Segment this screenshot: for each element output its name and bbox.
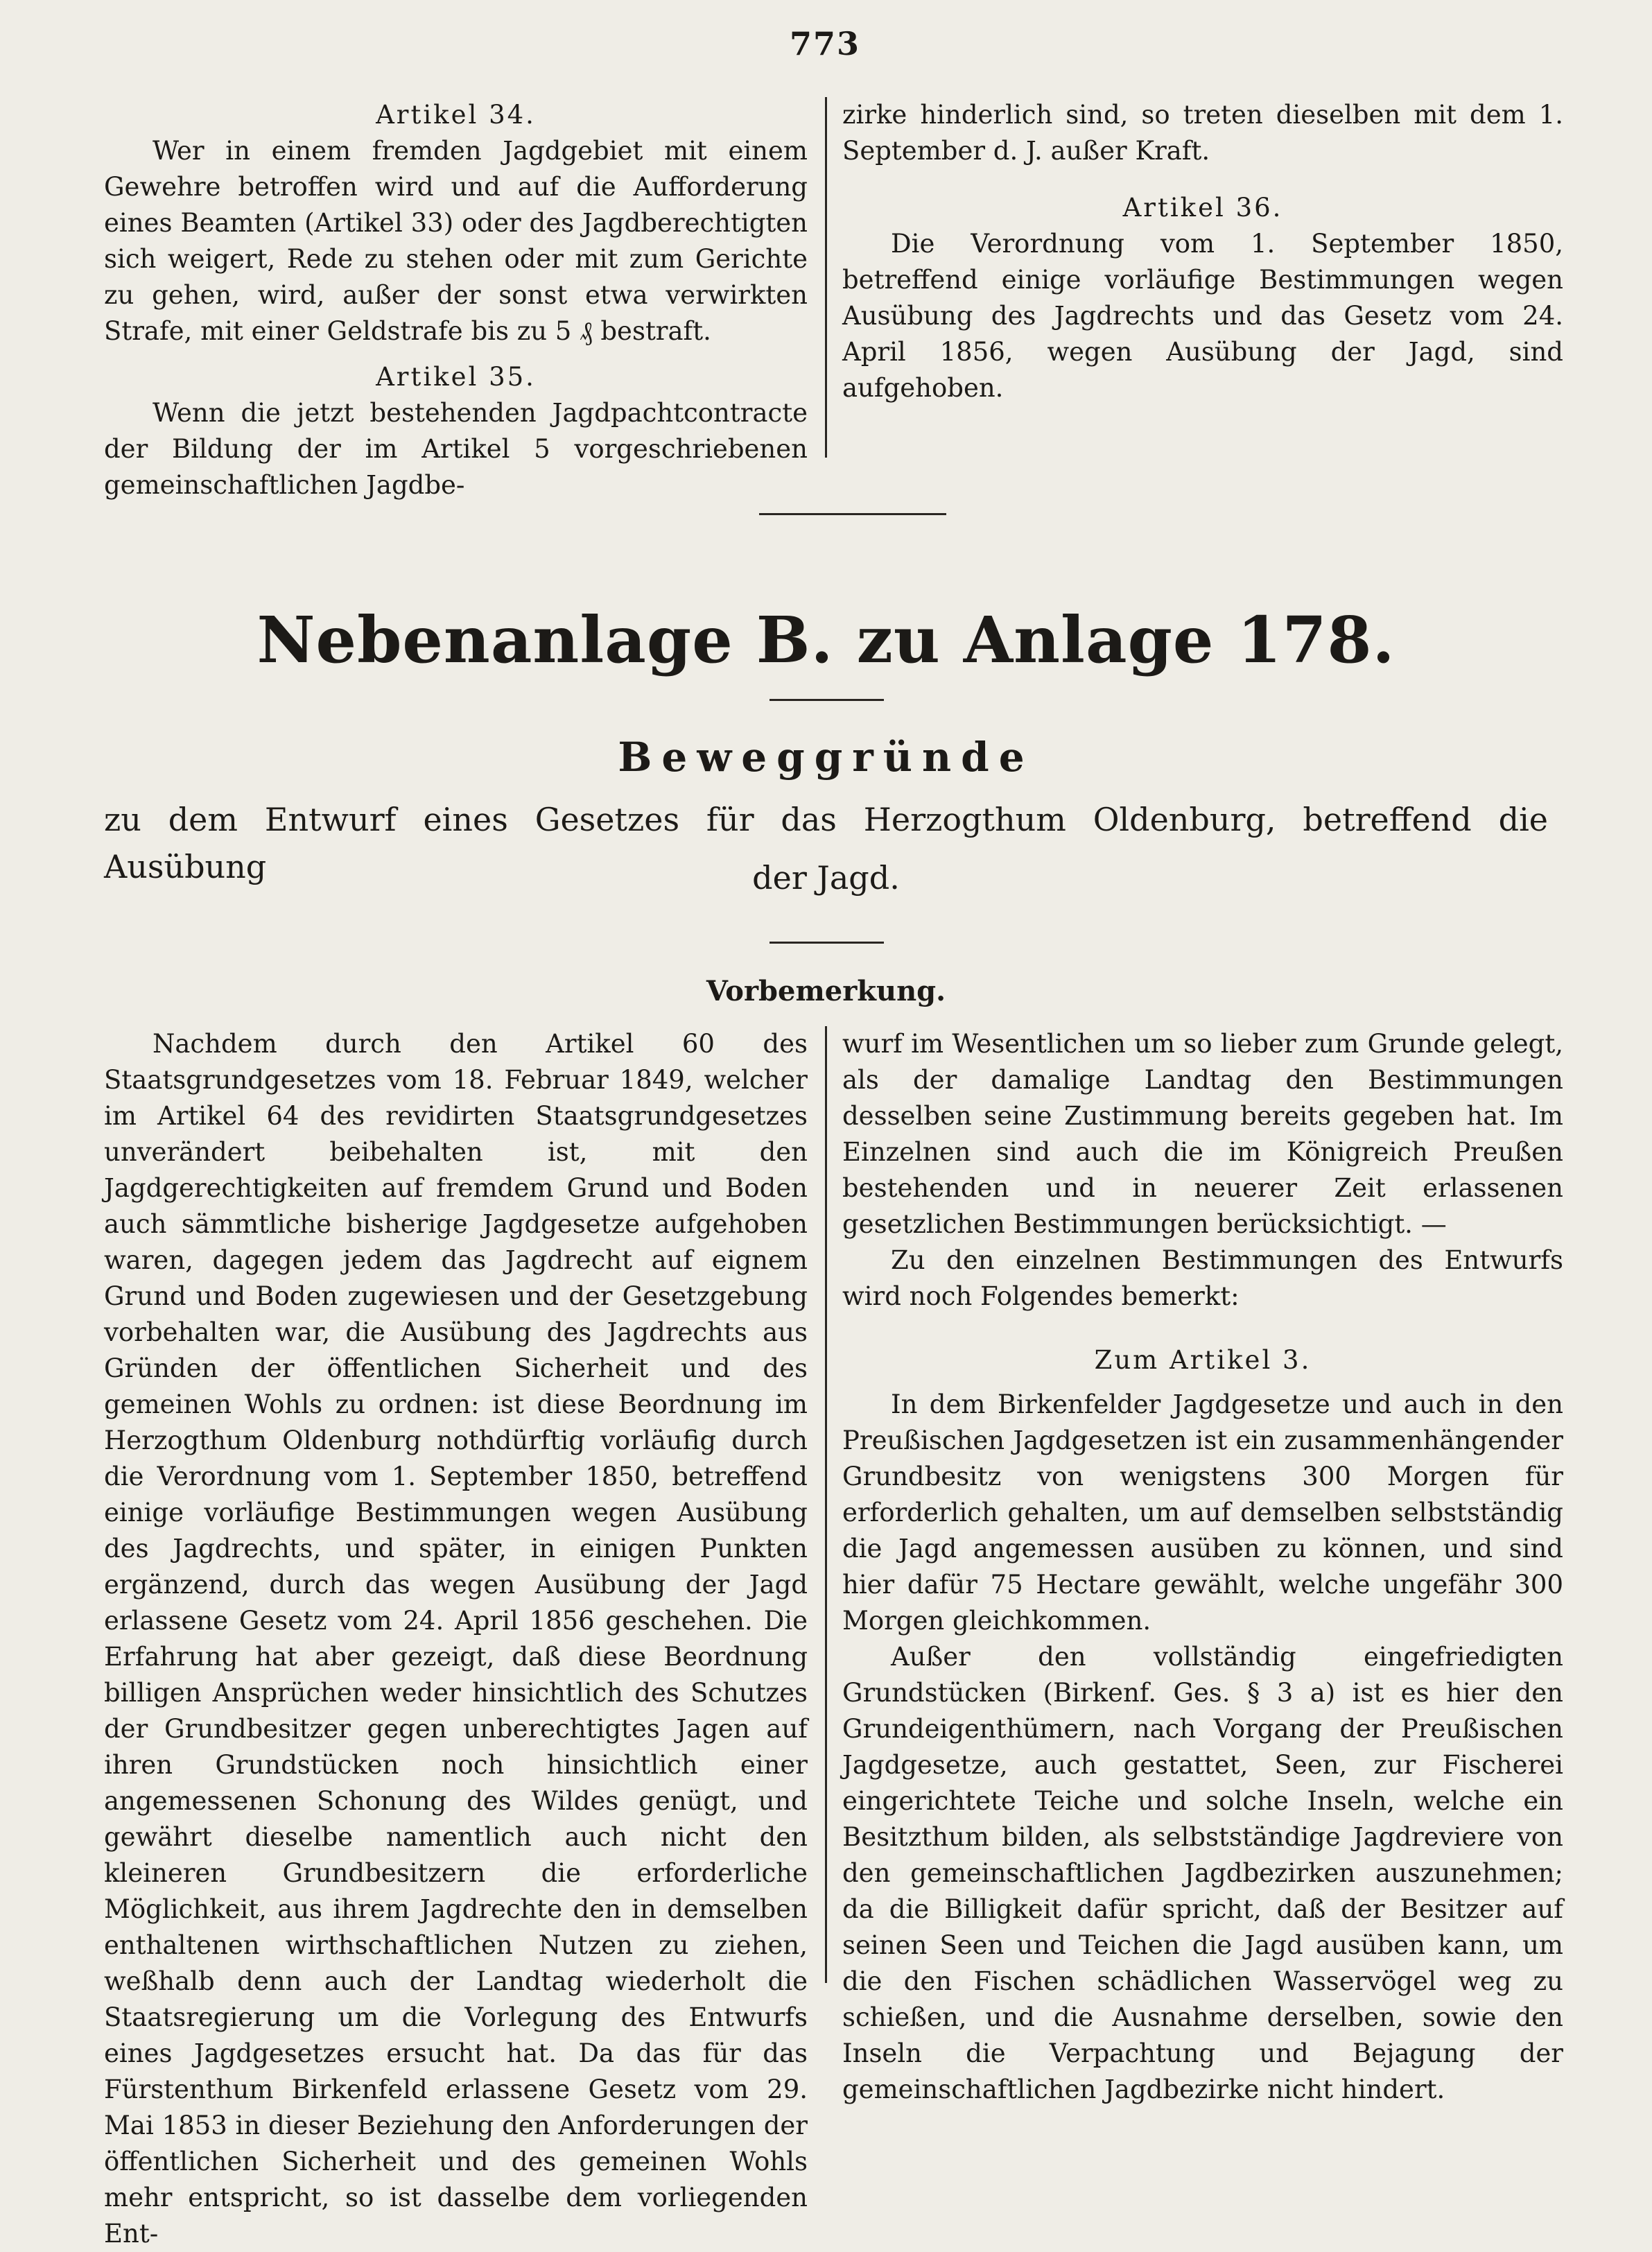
preliminary-paragraph: Nachdem durch den Artikel 60 des Staatsgrundgesetzes vom 18. Februar 1849, welcher im Artikel 64 des revidirten Staatsgrundgesetzes unverändert beibehalten ist, mit den Jagdgerechtigkeiten auf fremdem Grund und Boden auch sämmtliche bisherige Jagdgesetze aufgehoben waren, dagegen jedem das Jagdrecht auf eignem Grund und Boden zugewiesen und der Gesetzgebung vorbehalten war, die Ausübung des Jagdrechts aus Gründen der öffentlichen Sicherheit und des gemeinen Wohls zu ordnen: ist diese Beordnung im Herzogthum Oldenburg nothdürftig vorläufig durch die Verordnung vom 1. September 1850, betreffend einige vorläufige Bestimmungen wegen Ausübung des Jagdrechts, und später, in einigen Punkten ergänzend, durch das wegen Ausübung der Jagd erlassene Gesetz vom 24. April 1856 geschehen. Die Erfahrung hat aber gezeigt, daß diese Beordnung billigen Ansprüchen weder hinsichtlich des Schutzes der Grundbesitzer gegen unberechtigtes Jagen auf ihren Grundstücken noch hinsichtlich einer angemessenen Schonung des Wildes genügt, und gewährt dieselbe namentlich auch nicht den kleineren Grundbesitzern die erforderliche Möglichkeit, aus ihrem Jagdrechte den in demselben enthaltenen wirthschaftlichen Nutzen zu ziehen, weßhalb denn auch der Landtag wiederholt die Staatsregierung um die Vorlegung des Entwurfs eines Jagdgesetzes ersucht hat. Da das für das Fürstenthum Birkenfeld erlassene Gesetz vom 29. Mai 1853 in dieser Beziehung den Anforderungen der öffentlichen Sicherheit und des gemeinen Wohls mehr entspricht, so ist dasselbe dem vorliegenden Ent- (104, 1029, 808, 2249)
article-34-text: Wer in einem fremden Jagdgebiet mit einem Gewehre betroffen wird und auf die Aufforderung eines Beamten (Artikel 33) oder des Jagdberechtigten sich weigert, Rede zu stehen oder mit zum Gerichte zu gehen, wird, außer der sonst etwa verwirkten Strafe, mit einer Geldstrafe bis zu 5 ₰ bestraft. (104, 136, 808, 346)
details-intro: Zu den einzelnen Bestimmungen des Entwurfs wird noch Folgendes bemerkt: (842, 1245, 1563, 1311)
preliminary-remark-heading: Vorbemerkung. (706, 975, 946, 1007)
title-rule (770, 699, 884, 701)
article-34-heading: Artikel 34. (376, 100, 536, 130)
bottom-column-divider (825, 1026, 827, 1983)
article-3-paragraph-2: Außer den vollständig eingefriedigten Grundstücken (Birkenf. Ges. § 3 a) ist es hier den Grundeigenthümern, nach Vorgang der Preußischen Jagdgesetze, auch gestattet, Seen, zur Fischerei eingerichtete Teiche und solche Inseln, welche ein Besitzthum bilden, als selbstständige Jagdreviere von den gemeinschaftlichen Jagdbezirken auszunehmen; da die Billigkeit dafür spricht, daß der Besitzer auf seinen Seen und Teichen die Jagd ausüben kann, um die den Fischen schädlichen Wasservögel weg zu schießen, und die Ausnahme derselben, sowie den Inseln die Verpachtung und Bejagung der gemeinschaftlichen Jagdbezirke nicht hindert. (842, 1642, 1563, 2104)
article-36-text: Die Verordnung vom 1. September 1850, betreffend einige vorläufige Bestimmungen wegen Ausübung des Jagdrechts und das Gesetz vom 24. April 1856, wegen Ausübung der Jagd, sind aufgehoben. (842, 229, 1563, 403)
preliminary-continuation: wurf im Wesentlichen um so lieber zum Grunde gelegt, als der damalige Landtag den Bestimmungen desselben seine Zustimmung bereits gegeben hat. Im Einzelnen sind auch die im Königreich Preußen bestehenden und in neuerer Zeit erlassenen gesetzlichen Bestimmungen berücksichtigt. — (842, 1029, 1563, 1239)
article-35-heading: Artikel 35. (376, 362, 536, 392)
top-right-column (842, 97, 1563, 406)
subtitle-description-line-2: der Jagd. (752, 859, 900, 897)
subtitle-description-line-1: zu dem Entwurf eines Gesetzes für das Herzogthum Oldenburg, betreffend die Ausübung (104, 801, 1548, 885)
top-section-rule (759, 513, 946, 515)
top-column-divider (825, 97, 827, 458)
article-3-heading: Zum Artikel 3. (1094, 1345, 1312, 1375)
document-title: Nebenanlage B. zu Anlage 178. (257, 603, 1395, 677)
document-subtitle: Beweggründe (618, 734, 1034, 781)
bottom-right-column (842, 1026, 1563, 2108)
article-35-text: Wenn die jetzt bestehenden Jagdpachtcontracte der Bildung der im Artikel 5 vorgeschriebenen gemeinschaftlichen Jagdbe- (104, 398, 808, 500)
article-35-continuation: zirke hinderlich sind, so treten dieselben mit dem 1. September d. J. außer Kraft. (842, 100, 1563, 166)
top-left-column (104, 97, 808, 503)
article-3-paragraph-1: In dem Birkenfelder Jagdgesetze und auch in den Preußischen Jagdgesetzen ist ein zusammenhängender Grundbesitz von wenigstens 300 Morgen für erforderlich gehalten, um auf demselben selbstständig die Jagd angemessen ausüben zu können, und sind hier dafür 75 Hectare gewählt, welche ungefähr 300 Morgen gleichkommen. (842, 1389, 1563, 1636)
article-36-heading: Artikel 36. (1122, 193, 1283, 223)
page-number: 773 (789, 25, 861, 62)
subtitle-rule (770, 942, 884, 944)
bottom-left-column (104, 1026, 808, 2252)
